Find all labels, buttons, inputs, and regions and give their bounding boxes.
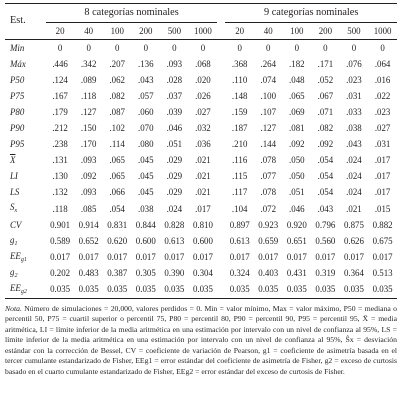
value-cell: .072	[260, 203, 276, 214]
value-cell: .057	[138, 90, 154, 101]
row-label-text: g	[10, 234, 15, 245]
value-cell: .212	[52, 123, 68, 134]
value-cell: 0.589	[50, 235, 71, 246]
row-label: $g_1$	[10, 234, 18, 247]
value-cell: .021	[195, 171, 211, 182]
value-cell: 0.035	[50, 284, 71, 294]
value-cell: .031	[346, 90, 362, 101]
value-cell: 0.017	[192, 251, 213, 262]
value-cell: 0.017	[343, 251, 364, 262]
value-cell: .076	[346, 58, 362, 69]
value-cell: 0.914	[78, 219, 99, 230]
gap-cell	[217, 153, 225, 169]
value-cell: .028	[166, 74, 183, 85]
value-cell: .102	[109, 123, 125, 134]
value-cell: 0.844	[135, 219, 156, 230]
table-row	[5, 72, 397, 88]
value-cell: .027	[195, 106, 211, 117]
value-cell: .124	[52, 74, 68, 85]
value-cell: .046	[166, 123, 183, 134]
value-cell: .087	[109, 106, 125, 117]
value-cell: .043	[346, 139, 362, 150]
value-cell: .043	[138, 74, 154, 85]
n-header: 1000	[373, 25, 392, 36]
gap-cell	[217, 104, 225, 120]
value-cell: .033	[346, 106, 362, 117]
table-note	[5, 304, 397, 378]
value-cell: 0	[172, 42, 177, 53]
value-cell: .100	[260, 90, 276, 101]
value-cell: .093	[166, 58, 183, 69]
value-cell: .023	[346, 74, 362, 85]
value-cell: .207	[109, 58, 125, 69]
value-cell: .144	[260, 139, 276, 150]
value-cell: .092	[289, 139, 305, 150]
value-cell: .043	[317, 203, 334, 214]
gap-cell	[217, 249, 225, 265]
value-cell: .038	[346, 123, 362, 134]
value-cell: 0.035	[164, 284, 185, 294]
note-label: Nota.	[5, 303, 22, 313]
value-cell: 0.831	[107, 219, 128, 230]
value-cell: 0	[294, 42, 300, 53]
value-cell: .017	[374, 155, 391, 166]
value-cell: .022	[374, 90, 391, 101]
value-cell: .070	[138, 123, 154, 134]
value-cell: .342	[80, 58, 97, 69]
value-cell: .051	[166, 139, 183, 150]
row-label-text: EE	[10, 250, 21, 261]
value-cell: .017	[374, 187, 391, 198]
value-cell: .127	[80, 106, 97, 117]
value-cell: .071	[317, 106, 334, 117]
value-cell: 0.613	[229, 235, 250, 246]
value-cell: 0.305	[135, 267, 156, 278]
value-cell: .048	[289, 74, 305, 85]
row-label	[5, 153, 46, 169]
n-header: 500	[347, 25, 361, 36]
value-cell: .110	[232, 74, 248, 85]
value-cell: 0.017	[286, 251, 307, 262]
n-header: 20	[55, 25, 65, 36]
value-cell: .170	[80, 139, 97, 150]
row-label: P80	[10, 106, 25, 117]
value-cell: 0.324	[229, 267, 250, 278]
value-cell: 0.017	[164, 251, 185, 262]
value-cell: .114	[109, 139, 125, 150]
gap-cell	[217, 120, 225, 136]
value-cell: .089	[80, 74, 97, 85]
table-row	[5, 88, 397, 104]
value-cell: .045	[138, 171, 154, 182]
value-cell: .064	[374, 58, 391, 69]
value-cell: 0.035	[107, 284, 128, 294]
header-est: Est.	[5, 4, 46, 40]
value-cell: 0.035	[135, 284, 156, 294]
value-cell: .023	[374, 106, 391, 117]
group-header-9-categories: 9 categorías nominales	[225, 4, 397, 23]
value-cell: .082	[317, 123, 334, 134]
gap-cell	[217, 40, 225, 57]
value-cell: .029	[166, 187, 183, 198]
value-cell: 0.882	[372, 219, 393, 230]
value-cell: .062	[109, 74, 125, 85]
value-cell: 0	[351, 42, 357, 53]
value-cell: .066	[109, 187, 125, 198]
n-header: 200	[318, 25, 333, 36]
value-cell: 0.319	[315, 267, 336, 278]
value-cell: 0.560	[315, 235, 336, 246]
value-cell: .167	[52, 90, 68, 101]
value-cell: .026	[195, 90, 211, 101]
n-header: 100	[110, 25, 124, 36]
table-row	[5, 120, 397, 136]
value-cell: .036	[195, 139, 211, 150]
row-label-text: S	[10, 202, 15, 213]
value-cell: .210	[231, 139, 248, 150]
value-cell: .115	[232, 171, 248, 182]
value-cell: .021	[346, 203, 362, 214]
row-label: $g_2$	[10, 266, 18, 279]
value-cell: .077	[260, 171, 276, 182]
value-cell: .021	[195, 155, 211, 166]
value-cell: 0.810	[192, 219, 213, 230]
table-row	[5, 40, 397, 57]
gap-cell	[217, 137, 225, 153]
value-cell: .127	[260, 123, 276, 134]
value-cell: 0.304	[192, 267, 213, 278]
value-cell: .039	[166, 106, 183, 117]
value-cell: .118	[52, 203, 68, 214]
n-header: 20	[235, 25, 245, 36]
gap-cell	[217, 88, 225, 104]
value-cell: .032	[195, 123, 211, 134]
value-cell: 0.600	[192, 235, 213, 246]
value-cell: .024	[166, 203, 183, 214]
value-cell: 0.403	[258, 267, 279, 278]
value-cell: .104	[231, 203, 248, 214]
value-cell: 0.390	[164, 267, 185, 278]
row-label: Min	[10, 42, 25, 53]
value-cell: .024	[346, 171, 362, 182]
value-cell: .150	[80, 123, 97, 134]
table-row	[5, 137, 397, 153]
n-header: 40	[263, 25, 273, 36]
row-label: $EE_{g1}$	[10, 250, 27, 263]
value-cell: .078	[260, 187, 276, 198]
value-cell: .038	[138, 203, 154, 214]
row-label: CV	[10, 219, 22, 230]
value-cell: .029	[166, 171, 183, 182]
value-cell: 0.620	[107, 235, 128, 246]
value-cell: 0.923	[258, 219, 279, 230]
row-label: LS	[10, 187, 20, 198]
value-cell: .024	[346, 187, 362, 198]
table-row	[5, 217, 397, 233]
value-cell: 0.035	[343, 284, 364, 294]
value-cell: .082	[109, 90, 125, 101]
gap-cell	[217, 56, 225, 72]
value-cell: .148	[231, 90, 248, 101]
gap-cell	[217, 217, 225, 233]
gap-cell	[217, 169, 225, 185]
value-cell: .020	[195, 74, 211, 85]
value-cell: .015	[374, 203, 391, 214]
value-cell: 0.387	[107, 267, 128, 278]
gap-cell	[217, 4, 225, 23]
value-cell: .081	[289, 123, 305, 134]
value-cell: 0.600	[135, 235, 156, 246]
value-cell: 0	[57, 42, 63, 53]
value-cell: .045	[138, 187, 154, 198]
value-cell: 0	[200, 42, 206, 53]
value-cell: .264	[260, 58, 276, 69]
value-cell: .159	[231, 106, 248, 117]
value-cell: 0.017	[135, 251, 156, 262]
value-cell: .054	[109, 203, 125, 214]
table-body	[5, 40, 397, 299]
row-label: $S_x$	[10, 202, 18, 215]
value-cell: .054	[317, 187, 334, 198]
value-cell: 0	[143, 42, 148, 53]
value-cell: .368	[231, 58, 248, 69]
value-cell: 0	[323, 42, 328, 53]
row-label: $EE_{g2}$	[10, 282, 27, 295]
value-cell: 0	[115, 42, 120, 53]
value-cell: 0.431	[286, 267, 307, 278]
table-row	[5, 233, 397, 249]
value-cell: .187	[231, 123, 248, 134]
row-label: LI	[10, 171, 18, 182]
value-cell: 0	[380, 42, 385, 53]
value-cell: .078	[260, 155, 276, 166]
gap-cell	[217, 265, 225, 281]
row-label: P90	[10, 123, 25, 134]
value-cell: .046	[289, 203, 305, 214]
value-cell: 0.017	[78, 251, 99, 262]
value-cell: 0.796	[315, 219, 336, 230]
value-cell: 0.875	[343, 219, 364, 230]
value-cell: .131	[52, 155, 68, 166]
value-cell: .065	[289, 90, 305, 101]
value-cell: 0.659	[258, 235, 279, 246]
value-cell: 0.035	[286, 284, 307, 294]
value-cell: .117	[232, 187, 248, 198]
table-row	[5, 104, 397, 120]
value-cell: .118	[81, 90, 97, 101]
value-cell: .068	[195, 58, 211, 69]
value-cell: .085	[80, 203, 97, 214]
value-cell: 0.035	[315, 284, 336, 294]
value-cell: 0.017	[372, 251, 393, 262]
value-cell: .024	[346, 155, 362, 166]
n-header: 40	[84, 25, 94, 36]
value-cell: 0.483	[78, 267, 99, 278]
value-cell: 0.828	[164, 219, 185, 230]
value-cell: 0.364	[343, 267, 364, 278]
table-row	[5, 281, 397, 298]
value-cell: .027	[374, 123, 391, 134]
table-row	[5, 265, 397, 281]
value-cell: 0.017	[107, 251, 128, 262]
n-header: 1000	[194, 25, 212, 36]
value-cell: 0	[266, 42, 271, 53]
value-cell: .045	[138, 155, 154, 166]
value-cell: 0.513	[372, 267, 393, 278]
table-row	[5, 185, 397, 201]
row-label: P95	[10, 139, 25, 150]
value-cell: 0.035	[372, 284, 393, 294]
value-cell: .051	[289, 187, 305, 198]
note-text: Número de simulaciones = 20,000, valores perdidos = 0. Min = valor mínimo, Max = valor máximo, P50 = mediana o percentil 50, P75 = cuartil superior o percentil 75, P80 = percentil 80, P90 = percentil 90, P95 = percentil 95, X̄ = media aritmética, LI = límite inferior de la media aritmética en una estimación por intervalo con un nivel de confianza al 95%, LS = límite inferior de la media aritmética en una estimación por intervalo con un nivel de confianza al 95%, Ŝx = desviación estándar con la corrección de Bessel, CV = coeficiente de variación de Pearson, g1 = coeficiente de asimetría basada en el tercer cumulante estandarizado de Fisher, EEg1 = error estándar del coeficiente de asimetría de Fisher, g2 = exceso de curtosis basado en el cuarto cumulante estandarizado de Fisher, EEg2 = error estándar del exceso de curtosis de Fisher.	[5, 303, 397, 377]
value-cell: 0.202	[50, 267, 71, 278]
value-cell: .446	[52, 58, 68, 69]
row-label: Máx	[10, 58, 26, 69]
table-row	[5, 249, 397, 265]
value-cell: .080	[138, 139, 154, 150]
value-cell: .179	[52, 106, 68, 117]
value-cell: .016	[374, 74, 391, 85]
value-cell: .107	[260, 106, 276, 117]
value-cell: .065	[109, 171, 125, 182]
value-cell: .050	[289, 171, 305, 182]
value-cell: .182	[289, 58, 305, 69]
gap-cell	[217, 233, 225, 249]
gap-cell	[217, 201, 225, 217]
value-cell: 0.017	[315, 251, 336, 262]
value-cell: 0.675	[372, 235, 393, 246]
value-cell: 0	[86, 42, 91, 53]
value-cell: .171	[317, 58, 334, 69]
value-cell: .050	[289, 155, 305, 166]
gap-cell	[217, 72, 225, 88]
value-cell: .136	[138, 58, 154, 69]
value-cell: .060	[138, 106, 154, 117]
value-cell: .093	[80, 155, 97, 166]
row-label-text: g	[10, 266, 15, 277]
value-cell: .074	[260, 74, 276, 85]
table-row	[5, 56, 397, 72]
value-cell: .132	[52, 187, 68, 198]
value-cell: 0.035	[229, 284, 250, 294]
row-label-text: EE	[10, 282, 21, 293]
value-cell: 0.017	[258, 251, 279, 262]
gap-cell	[217, 281, 225, 298]
value-cell: .017	[374, 171, 391, 182]
table-container	[5, 3, 397, 378]
value-cell: .021	[195, 187, 211, 198]
value-cell: .069	[289, 106, 305, 117]
value-cell: 0.897	[229, 219, 250, 230]
value-cell: 0.035	[78, 284, 99, 294]
value-cell: 0.613	[164, 235, 185, 246]
gap-cell	[217, 23, 225, 40]
value-cell: 0.652	[78, 235, 99, 246]
table-row	[5, 169, 397, 185]
statistics-table	[5, 3, 397, 299]
table-row	[5, 201, 397, 217]
value-cell: .054	[317, 155, 334, 166]
n-header: 100	[290, 25, 304, 36]
gap-cell	[217, 185, 225, 201]
value-cell: 0	[237, 42, 242, 53]
value-cell: .031	[374, 139, 391, 150]
value-cell: 0.626	[343, 235, 364, 246]
value-cell: .116	[232, 155, 248, 166]
row-label: P50	[10, 74, 25, 85]
value-cell: 0.651	[286, 235, 307, 246]
value-cell: .093	[80, 187, 97, 198]
table-row	[5, 153, 397, 169]
n-header: 500	[167, 25, 181, 36]
row-label: P75	[10, 90, 25, 101]
value-cell: .037	[166, 90, 183, 101]
value-cell: .017	[195, 203, 211, 214]
value-cell: .054	[317, 171, 334, 182]
value-cell: 0.035	[258, 284, 279, 294]
value-cell: .130	[52, 171, 68, 182]
value-cell: 0.035	[192, 284, 213, 294]
value-cell: 0.017	[50, 251, 71, 262]
value-cell: .092	[80, 171, 97, 182]
value-cell: .029	[166, 155, 183, 166]
n-header: 200	[139, 25, 153, 36]
value-cell: 0.920	[286, 219, 307, 230]
value-cell: .238	[52, 139, 68, 150]
value-cell: 0.017	[229, 251, 250, 262]
value-cell: .092	[317, 139, 334, 150]
group-header-8-categories: 8 categorías nominales	[46, 4, 217, 23]
value-cell: .052	[317, 74, 334, 85]
value-cell: .067	[317, 90, 334, 101]
row-label-text: $\overline{X}$	[10, 155, 16, 166]
value-cell: .065	[109, 155, 125, 166]
value-cell: 0.901	[50, 219, 71, 230]
